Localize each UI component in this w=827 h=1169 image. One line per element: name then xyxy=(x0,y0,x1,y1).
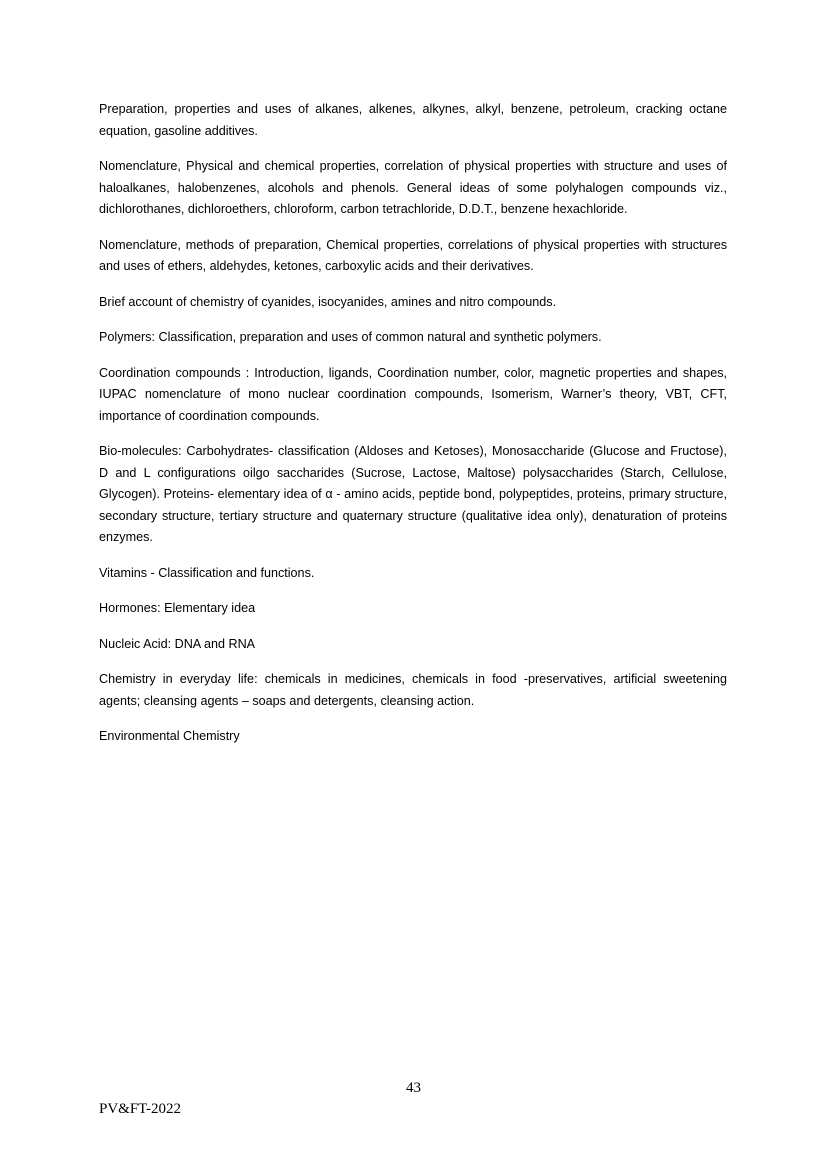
paragraph-nucleic-acid: Nucleic Acid: DNA and RNA xyxy=(99,636,256,651)
footer-document-code: PV&FT-2022 xyxy=(99,1101,181,1117)
paragraph-cyanides-amines: Brief account of chemistry of cyanides, isocyanides, amines and nitro compounds. xyxy=(99,294,557,309)
paragraph-environmental-chemistry: Environmental Chemistry xyxy=(99,729,240,743)
paragraph-biomolecules: Bio-molecules: Carbohydrates- classification (Aldoses and Ketoses), Monosaccharide (Glucose and Fructose), D and L configurations oilgo saccharides (Sucrose, Lactose, Maltose) polysaccharides (Starch, Cellulose, Glycogen). Proteins- elementary idea of α - amino acids, peptide bond, polypeptides, proteins, primary structure, secondary structure, tertiary structure and quaternary structure (qualitative idea only), denaturation of proteins enzymes. xyxy=(99,444,727,544)
paragraph-ethers-aldehydes: Nomenclature, methods of preparation, Chemical properties, correlations of physical properties with structures and uses of ethers, aldehydes, ketones, carboxylic acids and their derivatives. xyxy=(99,237,727,273)
paragraph-polymers: Polymers: Classification, preparation and uses of common natural and synthetic polymers. xyxy=(99,330,602,344)
paragraph-everyday-chemistry: Chemistry in everyday life: chemicals in medicines, chemicals in food -preservatives, artificial sweetening agents; cleansing agents – soaps and detergents, cleansing action. xyxy=(99,672,727,708)
paragraph-hormones: Hormones: Elementary idea xyxy=(99,601,256,615)
page-number: 43 xyxy=(406,1080,421,1096)
document-body xyxy=(99,99,727,762)
paragraph-coordination-compounds: Coordination compounds : Introduction, ligands, Coordination number, color, magnetic properties and shapes, IUPAC nomenclature of mono nuclear coordination compounds, Isomerism, Warner’s theory, VBT, CFT, importance of coordination compounds. xyxy=(99,365,727,423)
paragraph-vitamins: Vitamins - Classification and functions. xyxy=(99,565,315,580)
paragraph-haloalkanes: Nomenclature, Physical and chemical properties, correlation of physical properties with structure and uses of haloalkanes, halobenzenes, alcohols and phenols. General ideas of some polyhalogen compounds viz., dichlorothanes, dichloroethers, chloroform, carbon tetrachloride, D.D.T., benzene hexachloride. xyxy=(99,159,727,216)
paragraph-hydrocarbons: Preparation, properties and uses of alkanes, alkenes, alkynes, alkyl, benzene, petroleum, cracking octane equation, gasoline additives. xyxy=(99,102,727,138)
